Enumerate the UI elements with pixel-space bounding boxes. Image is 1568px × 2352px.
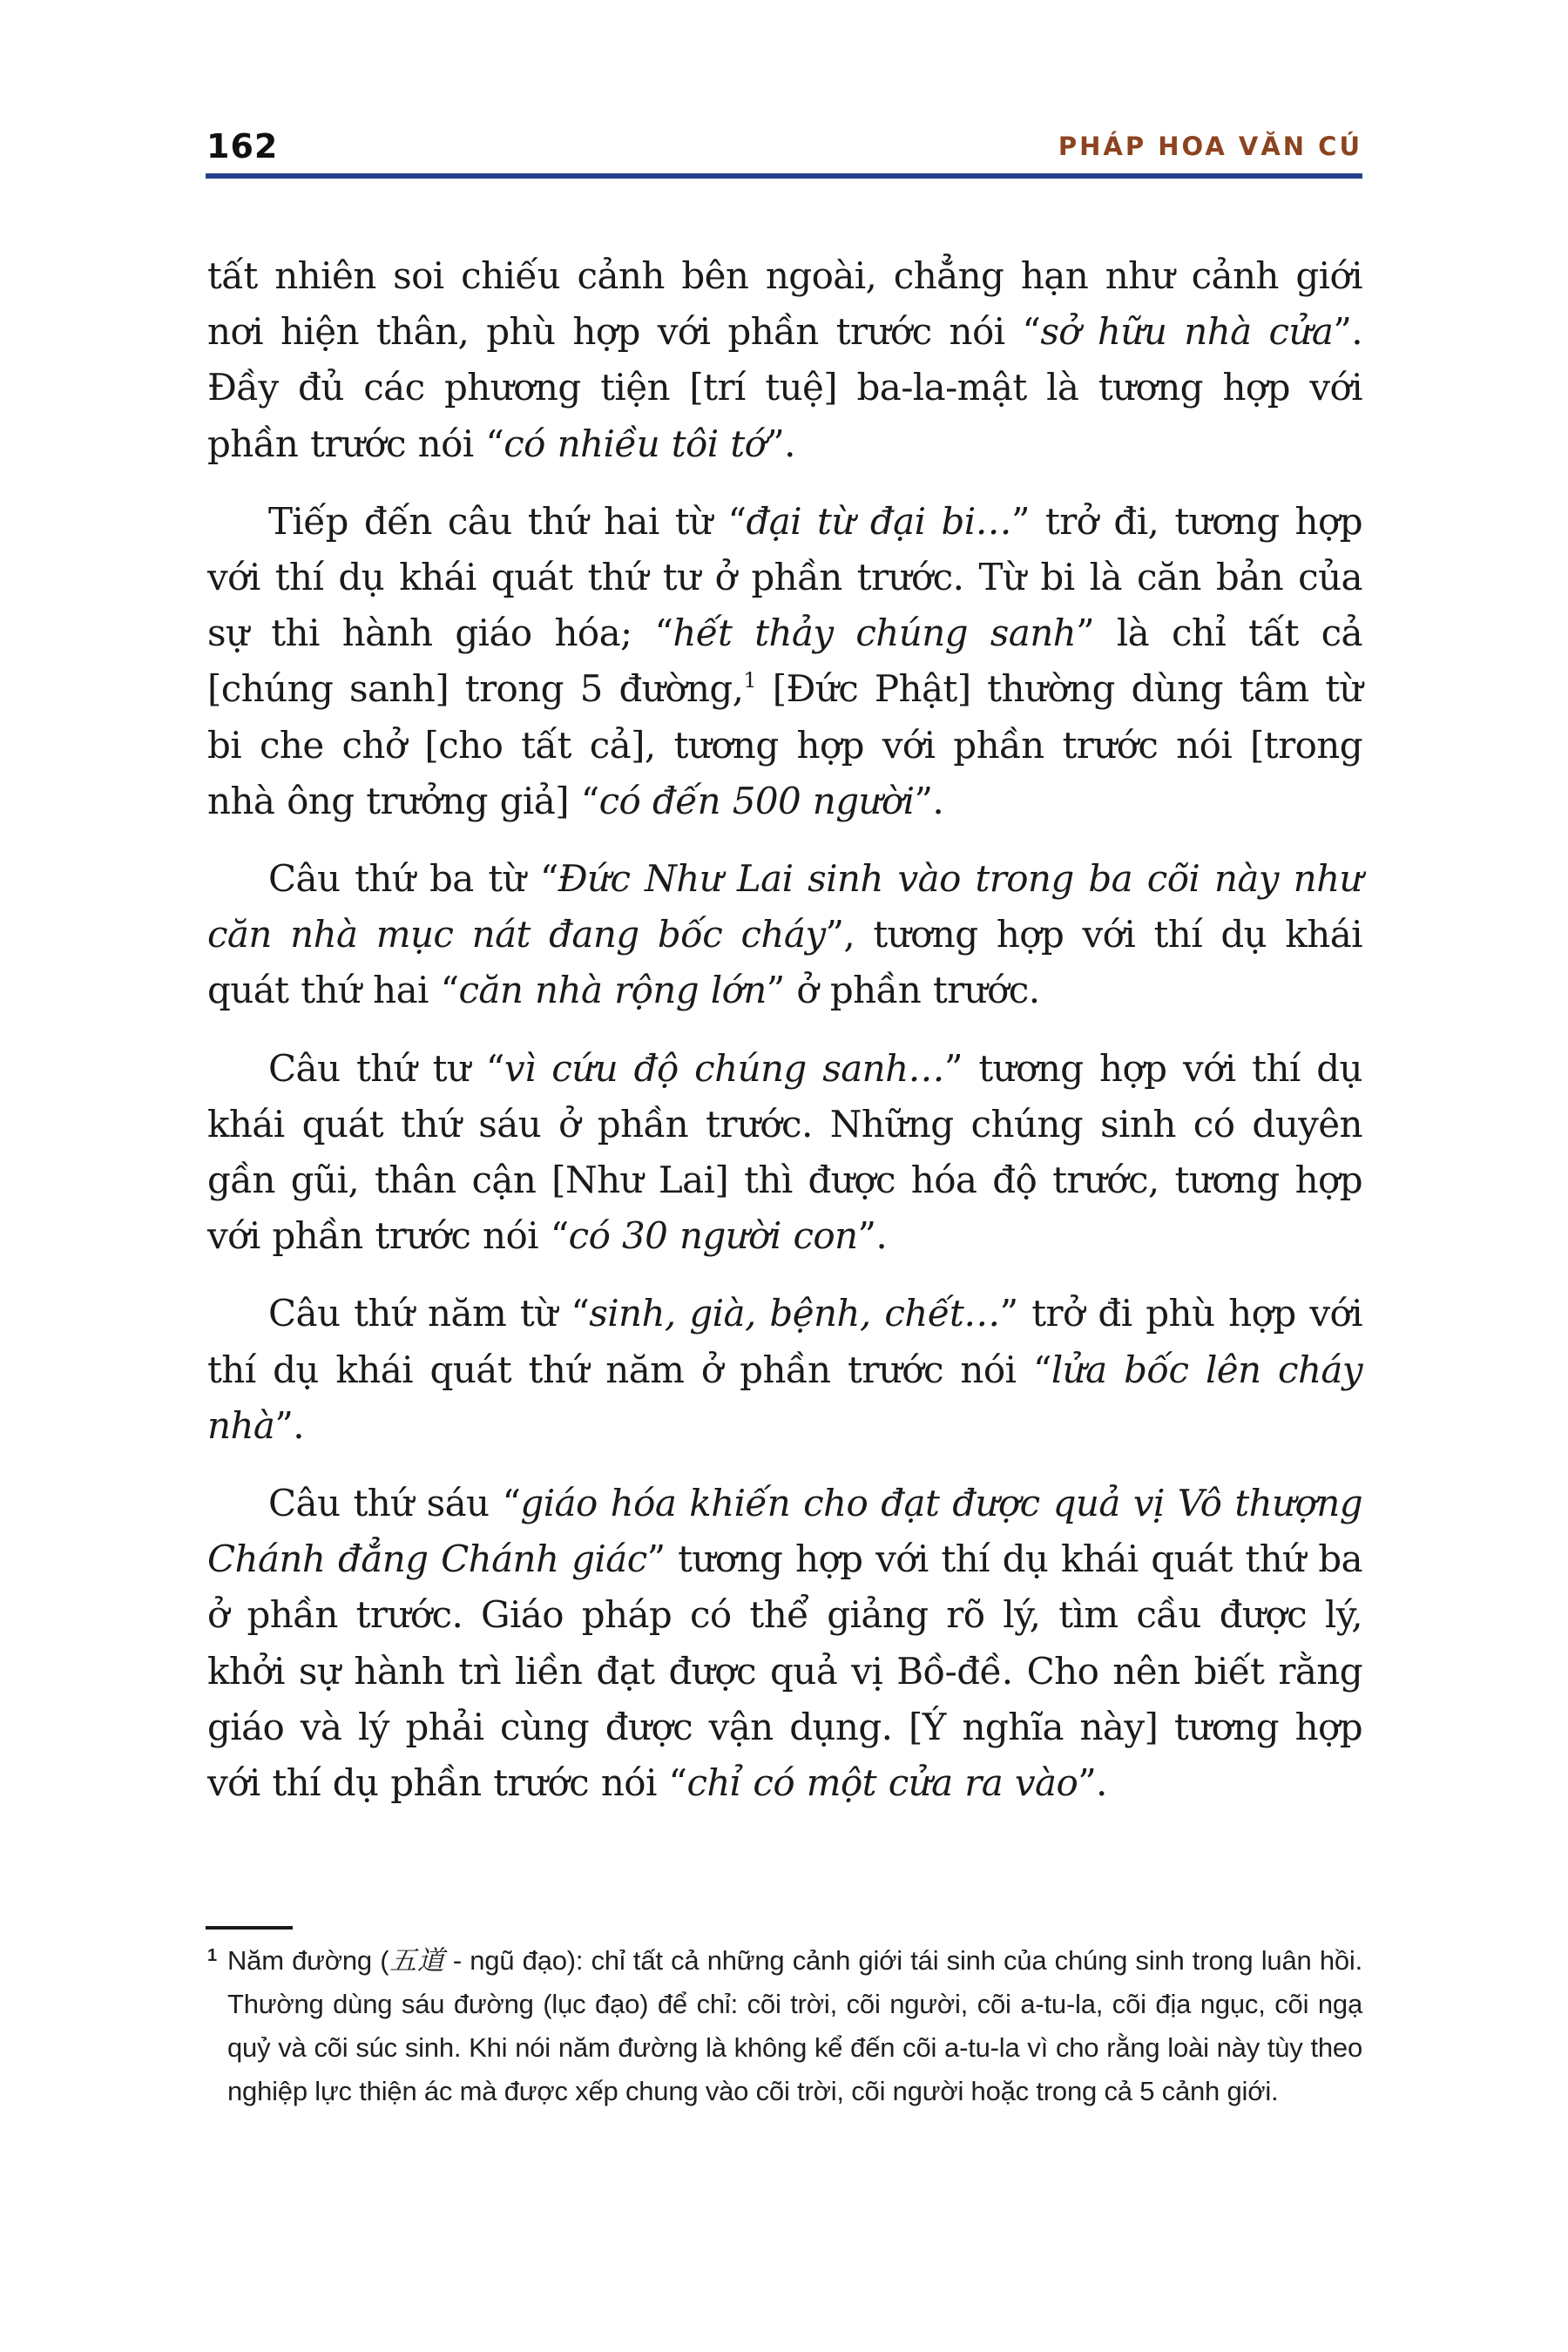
quoted-text: giáo hóa khiến cho đạt được quả vị Vô thượng Chánh đẳng Chánh giác [207,1482,1362,1581]
text-run: Năm đường ( [227,1945,389,1976]
text-run: ”, tương hợp với thí dụ khái quát thứ hai “ [207,913,1362,1012]
text-run: Tiếp đến câu thứ hai từ “ [268,499,747,543]
quoted-text: sở hữu nhà cửa [1040,310,1334,354]
text-run: - ngũ đạo): chỉ tất cả những cảnh giới tái sinh của chúng sinh trong luân hồi. Thường dùng sáu đường (lục đạo) để chỉ: cõi trời, cõi người, cõi a-tu-la, cõi địa ngục, cõi ngạ quỷ và cõi súc sinh. Khi nói năm đường là không kể đến cõi a-tu-la vì cho rằng loài này tùy theo nghiệp lực thiện ác mà được xếp chung vào cõi trời, cõi người hoặc trong cả 5 cảnh giới. [227,1945,1363,2106]
quoted-text: vì cứu độ chúng sanh… [504,1046,944,1090]
text-run: Câu thứ ba từ “ [268,857,558,901]
quoted-text: đại từ đại bi… [746,499,1011,543]
quoted-text: lửa bốc lên cháy nhà [207,1348,1362,1447]
quoted-text: có 30 người con [568,1214,858,1258]
quoted-text: căn nhà rộng lớn [458,969,767,1012]
text-run: ”. [857,1214,888,1258]
text-run: ”. [914,779,944,822]
book-title: PHÁP HOA VĂN CÚ [1058,132,1362,161]
paragraph [207,494,1362,829]
text-run: ” trở đi, tương hợp với thí dụ khái quát thứ tư ở phần trước. Từ bi là căn bản của sự thi hành giáo hóa; “ [207,499,1362,655]
text-run: [Đức Phật] thường dùng tâm từ bi che chở [cho tất cả], tương hợp với phần trước nói [trong nhà ông trưởng giả] “ [207,667,1362,822]
footnote-marker: 1 [207,1946,217,1965]
text-run: ”. [1078,1761,1107,1805]
body-text [207,248,1362,1833]
paragraph [207,248,1362,472]
text-run: tất nhiên soi chiếu cảnh bên ngoài, chẳng hạn như cảnh giới nơi hiện thân, phù hợp với phần trước nói “ [207,254,1362,354]
paragraph [207,1476,1362,1811]
text-run: ” là chỉ tất cả [chúng sanh] trong 5 đường, [207,612,1362,711]
text-run: ” tương hợp với thí dụ khái quát thứ sáu ở phần trước. Những chúng sinh có duyên gần gũi, thân cận [Như Lai] thì được hóa độ trước, tương hợp với phần trước nói “ [207,1046,1362,1258]
running-head [206,122,1362,166]
text-run: Câu thứ năm từ “ [268,1292,590,1335]
quoted-text: có nhiều tôi tớ [504,422,767,465]
text-run: ”. [766,422,795,465]
footnote-text [227,1945,1362,2106]
paragraph [207,1286,1362,1454]
text-run: ” ở phần trước. [766,969,1040,1012]
quoted-text: có đến 500 người [598,779,915,822]
footnote-reference[interactable]: 1 [743,668,757,693]
text-run: Câu thứ sáu “ [268,1482,521,1525]
text-run: ” tương hợp với thí dụ khái quát thứ ba ở phần trước. Giáo pháp có thể giảng rõ lý, tìm cầu được lý, khởi sự hành trì liền đạt được quả vị Bồ-đề. Cho nên biết rằng giáo và lý phải cùng được vận dụng. [Ý nghĩa này] tương hợp với thí dụ phần trước nói “ [207,1538,1362,1805]
text-run: ” trở đi phù hợp với thí dụ khái quát thứ năm ở phần trước nói “ [207,1292,1362,1391]
page-number: 162 [206,127,279,166]
quoted-text: hết thảy chúng sanh [672,612,1077,655]
chinese-characters: 五道 [389,1945,445,1977]
paragraph [207,1041,1362,1265]
quoted-text: chỉ có một cửa ra vào [686,1761,1078,1805]
footnote [207,1939,1362,2113]
quoted-text: sinh, già, bệnh, chết… [589,1292,1000,1335]
footnote-rule [206,1926,293,1930]
header-rule [206,173,1362,179]
text-run: Câu thứ tư “ [268,1046,504,1090]
quoted-text: Đức Như Lai sinh vào trong ba cõi này như căn nhà mục nát đang bốc cháy [207,857,1362,956]
paragraph [207,851,1362,1019]
text-run: ”. Đầy đủ các phương tiện [trí tuệ] ba-la-mật là tương hợp với phần trước nói “ [207,310,1362,465]
text-run: ”. [274,1403,304,1447]
footnotes [207,1939,1362,2113]
